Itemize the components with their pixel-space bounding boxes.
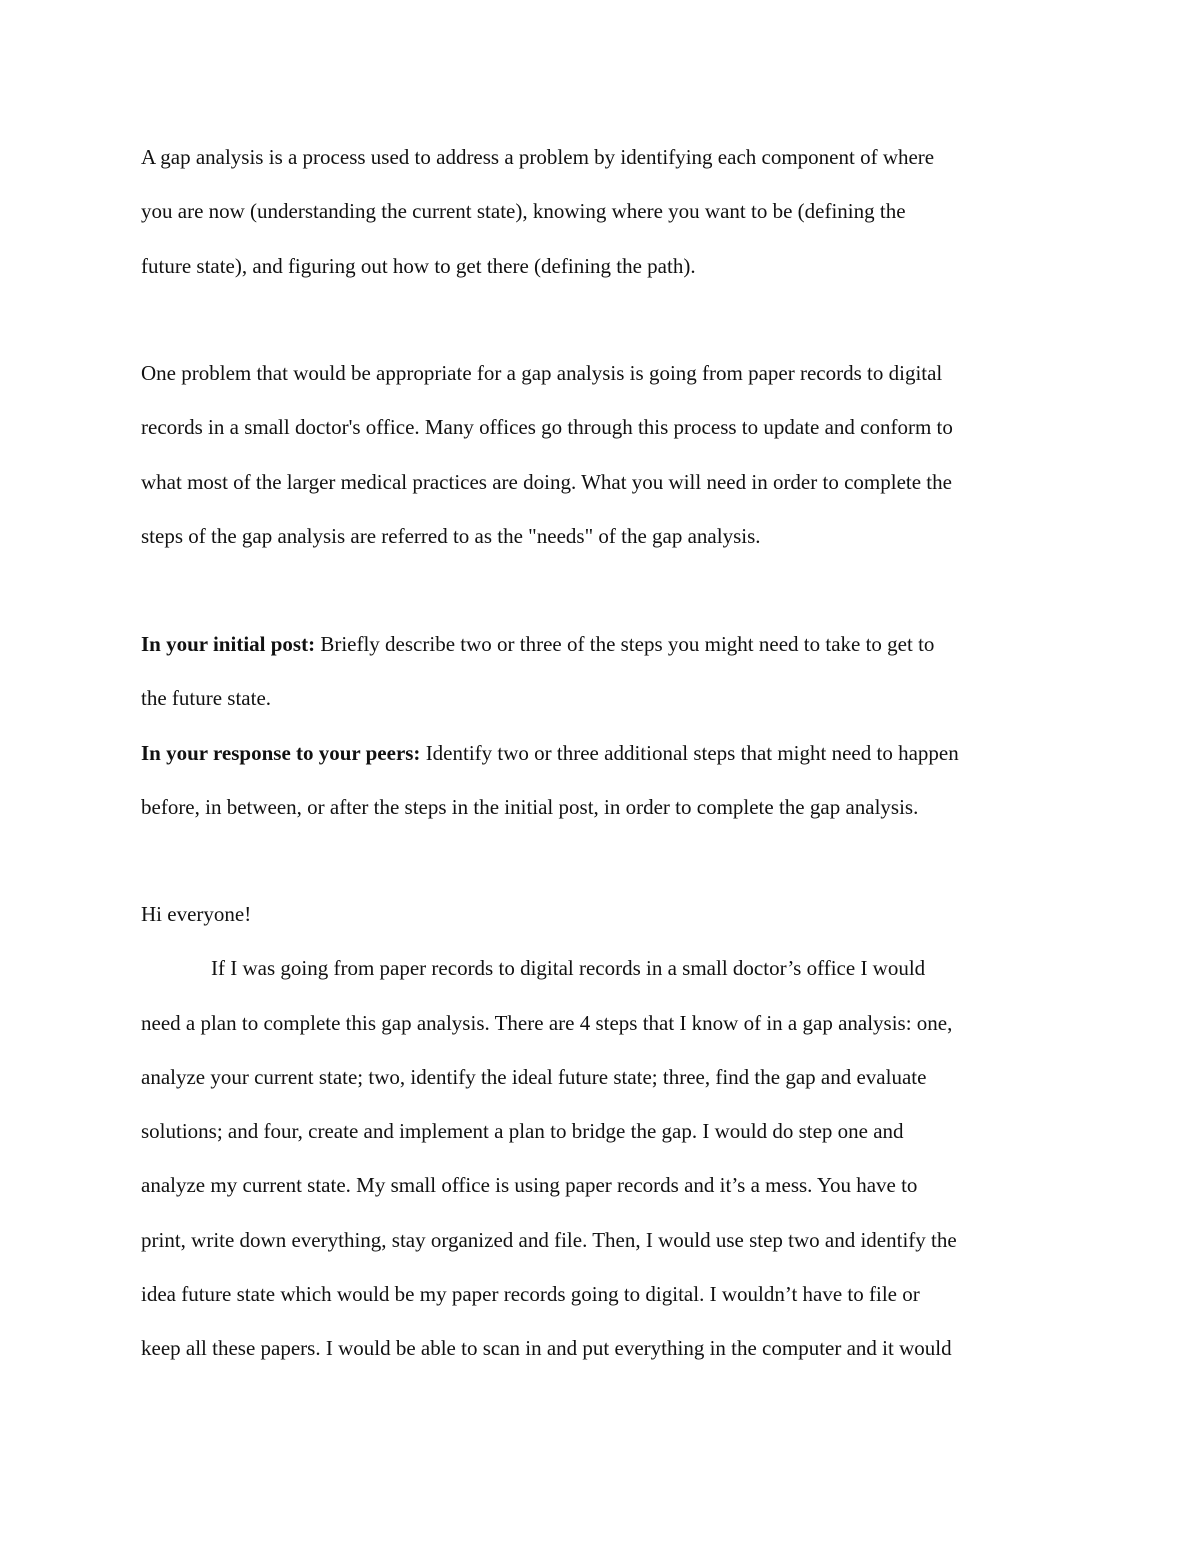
text-line: need a plan to complete this gap analysis. There are 4 steps that I know of in a gap analysis: one,	[141, 1010, 953, 1035]
text-line: what most of the larger medical practices are doing. What you will need in order to complete the	[141, 469, 952, 494]
problem-paragraph	[141, 346, 1066, 563]
text-line: before, in between, or after the steps in the initial post, in order to complete the gap analysis.	[141, 794, 919, 819]
text-line: A gap analysis is a process used to address a problem by identifying each component of where	[141, 145, 935, 169]
text-line: solutions; and four, create and implement a plan to bridge the gap. I would do step one and	[141, 1119, 904, 1144]
initial-post-text: Briefly describe two or three of the steps you might need to take to get to	[315, 632, 935, 656]
text-line: One problem that would be appropriate for a gap analysis is going from paper records to digital	[141, 361, 943, 385]
initial-post-instruction	[141, 617, 1066, 671]
greeting: Hi everyone!	[141, 902, 252, 926]
text-line: the future state.	[141, 686, 272, 711]
text-line: analyze my current state. My small office is using paper records and it’s a mess. You have to	[141, 1173, 918, 1198]
text-line: If I was going from paper records to digital records in a small doctor’s office I would	[211, 956, 926, 981]
text-line: steps of the gap analysis are referred to as the "needs" of the gap analysis.	[141, 523, 761, 548]
peer-response-text: Identify two or three additional steps that might need to happen	[420, 740, 959, 765]
initial-post-label: In your initial post:	[141, 632, 316, 656]
text-line: records in a small doctor's office. Many offices go through this process to update and conform to	[141, 415, 953, 440]
text-line: print, write down everything, stay organized and file. Then, I would use step two and identify the	[141, 1227, 957, 1252]
peer-response-label: In your response to your peers:	[141, 740, 421, 765]
text-line: you are now (understanding the current state), knowing where you want to be (defining the	[141, 199, 906, 224]
text-line: idea future state which would be my paper records going to digital. I wouldn’t have to file or	[141, 1282, 920, 1307]
text-line: future state), and figuring out how to get there (defining the path).	[141, 253, 696, 278]
text-line: analyze your current state; two, identify the ideal future state; three, find the gap and evaluate	[141, 1064, 927, 1089]
instructions	[141, 617, 1066, 834]
intro-paragraph	[141, 130, 1066, 293]
text-line: keep all these papers. I would be able to scan in and put everything in the computer and it would	[141, 1336, 952, 1361]
reply-post	[141, 887, 1066, 1376]
peer-response-instruction	[141, 726, 1066, 780]
